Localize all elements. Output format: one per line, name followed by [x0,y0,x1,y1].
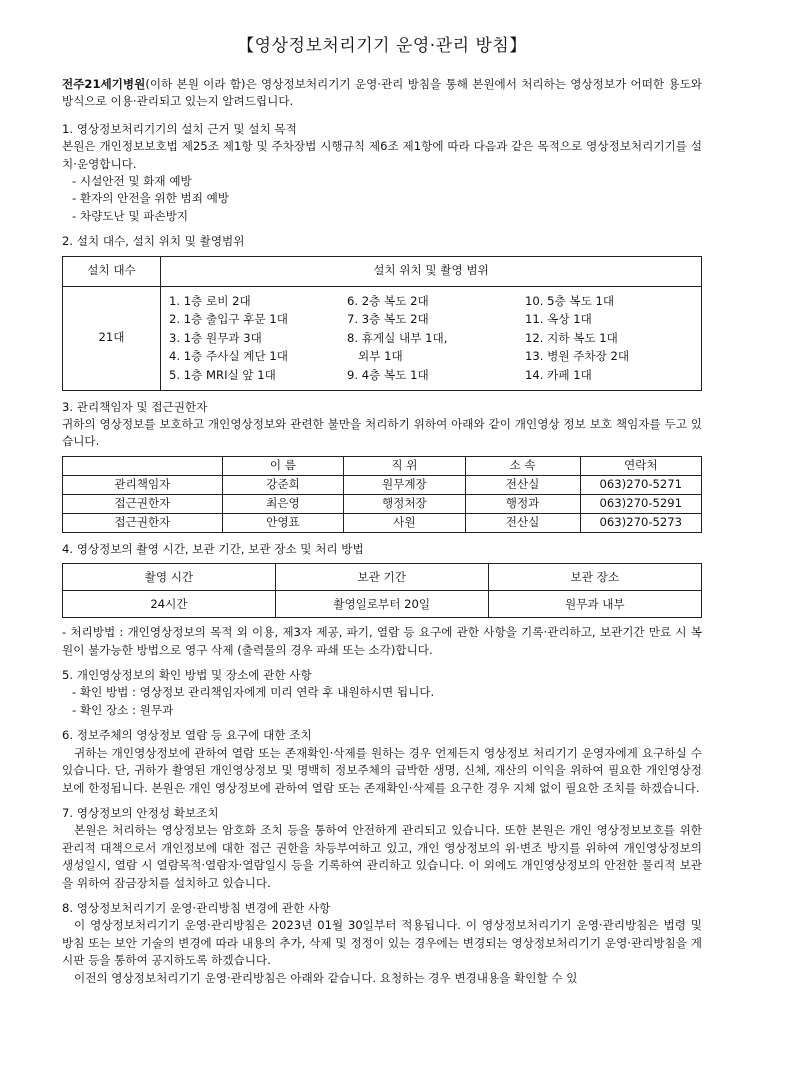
department-cell: 전산실 [465,475,580,494]
intro-paragraph [62,76,702,111]
location-item: 12. 지하 복도 1대 [525,330,618,345]
table-row [63,475,702,494]
table-row [63,513,702,532]
position-cell: 원무계장 [344,475,465,494]
table-header: 연락처 [580,456,701,475]
section-8-body-2: 이전의 영상정보처리기기 운영·관리방침은 아래와 같습니다. 요청하는 경우 변경내용을 확인할 수 있 [74,970,578,985]
location-item: 4. 1층 주사실 계단 1대 [169,349,288,364]
install-location-cell [161,286,702,390]
name-cell: 최은영 [222,494,343,513]
section-5 [62,667,702,719]
location-item: 외부 1대 [347,349,403,364]
section-2-heading: 2. 설치 대수, 설치 위치 및 촬영범위 [62,234,245,249]
recording-time-cell: 24시간 [63,591,276,618]
installation-table [62,256,702,391]
section-1-heading: 1. 영상정보처리기기의 설치 근거 및 설치 목적 [62,121,297,136]
location-item: 3. 1층 원무과 3대 [169,330,262,345]
section-4-heading: 4. 영상정보의 촬영 시간, 보관 기간, 보관 장소 및 처리 방법 [62,541,364,556]
purpose-item: - 시설안전 및 화재 예방 [72,174,192,189]
location-item: 13. 병원 주차장 2대 [525,349,630,364]
section-6-heading: 6. 정보주체의 영상정보 열람 등 요구에 대한 조치 [62,728,312,743]
processing-method-note: - 처리방법 : 개인영상정보의 목적 외 이용, 제3자 제공, 파기, 열람 등 요구에 관한 사항을 기록·관리하고, 보관기간 만료 시 복원이 불가능한 방법으로 영구 삭제 (출력물의 경우 파쇄 또는 소각)합니다. [62,625,702,657]
check-place-item: - 확인 장소 : 원무과 [72,702,174,717]
role-cell: 접근권한자 [63,494,223,513]
purpose-item: - 차량도난 및 파손방지 [72,208,189,223]
department-cell: 전산실 [465,513,580,532]
location-list [161,287,701,390]
section-1-body: 본원은 개인정보보호법 제25조 제1항 및 주차장법 시행규칙 제6조 제1항에 따라 다음과 같은 목적으로 영상정보처리기기를 설치·운영합니다. [62,139,702,171]
install-location-header: 설치 위치 및 촬영 범위 [161,256,702,286]
install-count-header: 설치 대수 [63,256,161,286]
location-item: 14. 카페 1대 [525,368,592,383]
section-6-body: 귀하는 개인영상정보에 관하여 열람 또는 존재확인·삭제를 원하는 경우 언제든지 영상정보 처리기기 운영자에게 요구하실 수 있습니다. 단, 귀하가 촬영된 개인영상정보 및 명백히 정보주체의 급박한 생명, 신체, 재산의 이익을 위하여 필요한 개인영상정보에 한정됩니다. 본원은 개인 영상정보에 관하여 열람 또는 존재확인·삭제를 요구한 경우 지체 없이 필요한 조치를 하겠습니다. [62,745,702,795]
retention-table [62,563,702,618]
section-5-heading: 5. 개인영상정보의 확인 방법 및 장소에 관한 사항 [62,668,312,683]
purpose-item: - 환자의 안전을 위한 범죄 예방 [72,191,230,206]
section-8-body: 이 영상정보처리기기 운영·관리방침은 2023년 01월 30일부터 적용됩니다. 이 영상정보처리기기 운영·관리방침은 법령 및 방침 또는 보안 기술의 변경에 따라 내용의 추가, 삭제 및 정정이 있는 경우에는 변경되는 영상정보처리기기 운영·관리방침을 게시판 등을 통하여 공지하도록 하겠습니다. [62,918,702,968]
role-cell: 관리책임자 [63,475,223,494]
location-item: 8. 휴게실 내부 1대, [347,330,448,345]
section-2 [62,233,702,390]
phone-cell: 063)270-5271 [580,475,701,494]
location-item: 10. 5층 복도 1대 [525,293,615,308]
section-8 [62,900,702,987]
check-method-item: - 확인 방법 : 영상정보 관리책임자에게 미리 연락 후 내원하시면 됩니다. [72,685,435,700]
retention-period-cell: 촬영일로부터 20일 [275,591,488,618]
section-1 [62,121,702,225]
location-item: 7. 3층 복도 2대 [347,312,429,327]
location-item: 9. 4층 복도 1대 [347,368,429,383]
page-title: 【영상정보처리기기 운영·관리 방침】 [237,36,527,56]
table-header: 소 속 [465,456,580,475]
table-header: 보관 기간 [275,564,488,591]
install-count: 21대 [63,286,161,390]
section-3 [62,399,702,533]
location-item: 6. 2층 복도 2대 [347,293,429,308]
position-cell: 사원 [344,513,465,532]
section-7-body: 본원은 처리하는 영상정보는 암호화 조치 등을 통하여 안전하게 관리되고 있습니다. 또한 본원은 개인 영상정보보호를 위한 관리적 대책으로서 개인정보에 대한 접근 권한을 차등부여하고 있고, 개인 영상정보의 위·변조 방지를 위하여 개인영상정보의 생성일시, 열람 시 열람목적·열람자·열람일시 등을 기록하여 관리하고 있습니다. 이 외에도 개인영상정보의 안전한 물리적 보관을 위하여 잠금장치를 설치하고 있습니다. [62,823,702,890]
section-3-body: 귀하의 영상정보를 보호하고 개인영상정보와 관련한 불만을 처리하기 위하여 아래와 같이 개인영상 정보 보호 책임자를 두고 있습니다. [62,417,702,449]
table-header: 직 위 [344,456,465,475]
location-item: 11. 옥상 1대 [525,312,592,327]
table-header: 이 름 [222,456,343,475]
section-7 [62,805,702,892]
phone-cell: 063)270-5291 [580,494,701,513]
department-cell: 행정과 [465,494,580,513]
table-header: 촬영 시간 [63,564,276,591]
section-6 [62,727,702,797]
section-8-heading: 8. 영상정보처리기기 운영·관리방침 변경에 관한 사항 [62,900,331,915]
intro-text: (이하 본원 이라 함)은 영상정보처리기기 운영·관리 방침을 통해 본원에서 처리하는 영상정보가 어떠한 용도와 방식으로 이용·관리되고 있는지 알려드립니다. [62,77,702,109]
table-row [63,494,702,513]
table-header: 보관 장소 [488,564,701,591]
table-row [63,591,702,618]
phone-cell: 063)270-5273 [580,513,701,532]
hospital-name: 전주21세기병원 [62,77,146,91]
table-header [63,456,223,475]
name-cell: 강준희 [222,475,343,494]
position-cell: 행정처장 [344,494,465,513]
section-3-heading: 3. 관리책임자 및 접근권한자 [62,399,208,414]
role-cell: 접근권한자 [63,513,223,532]
location-item: 1. 1층 로비 2대 [169,293,251,308]
location-item: 5. 1층 MRI실 앞 1대 [169,368,276,383]
section-7-heading: 7. 영상정보의 안정성 확보조치 [62,805,219,820]
manager-table [62,456,702,533]
location-item: 2. 1층 출입구 후문 1대 [169,312,288,327]
name-cell: 안영표 [222,513,343,532]
storage-location-cell: 원무과 내부 [488,591,701,618]
section-4 [62,541,702,659]
